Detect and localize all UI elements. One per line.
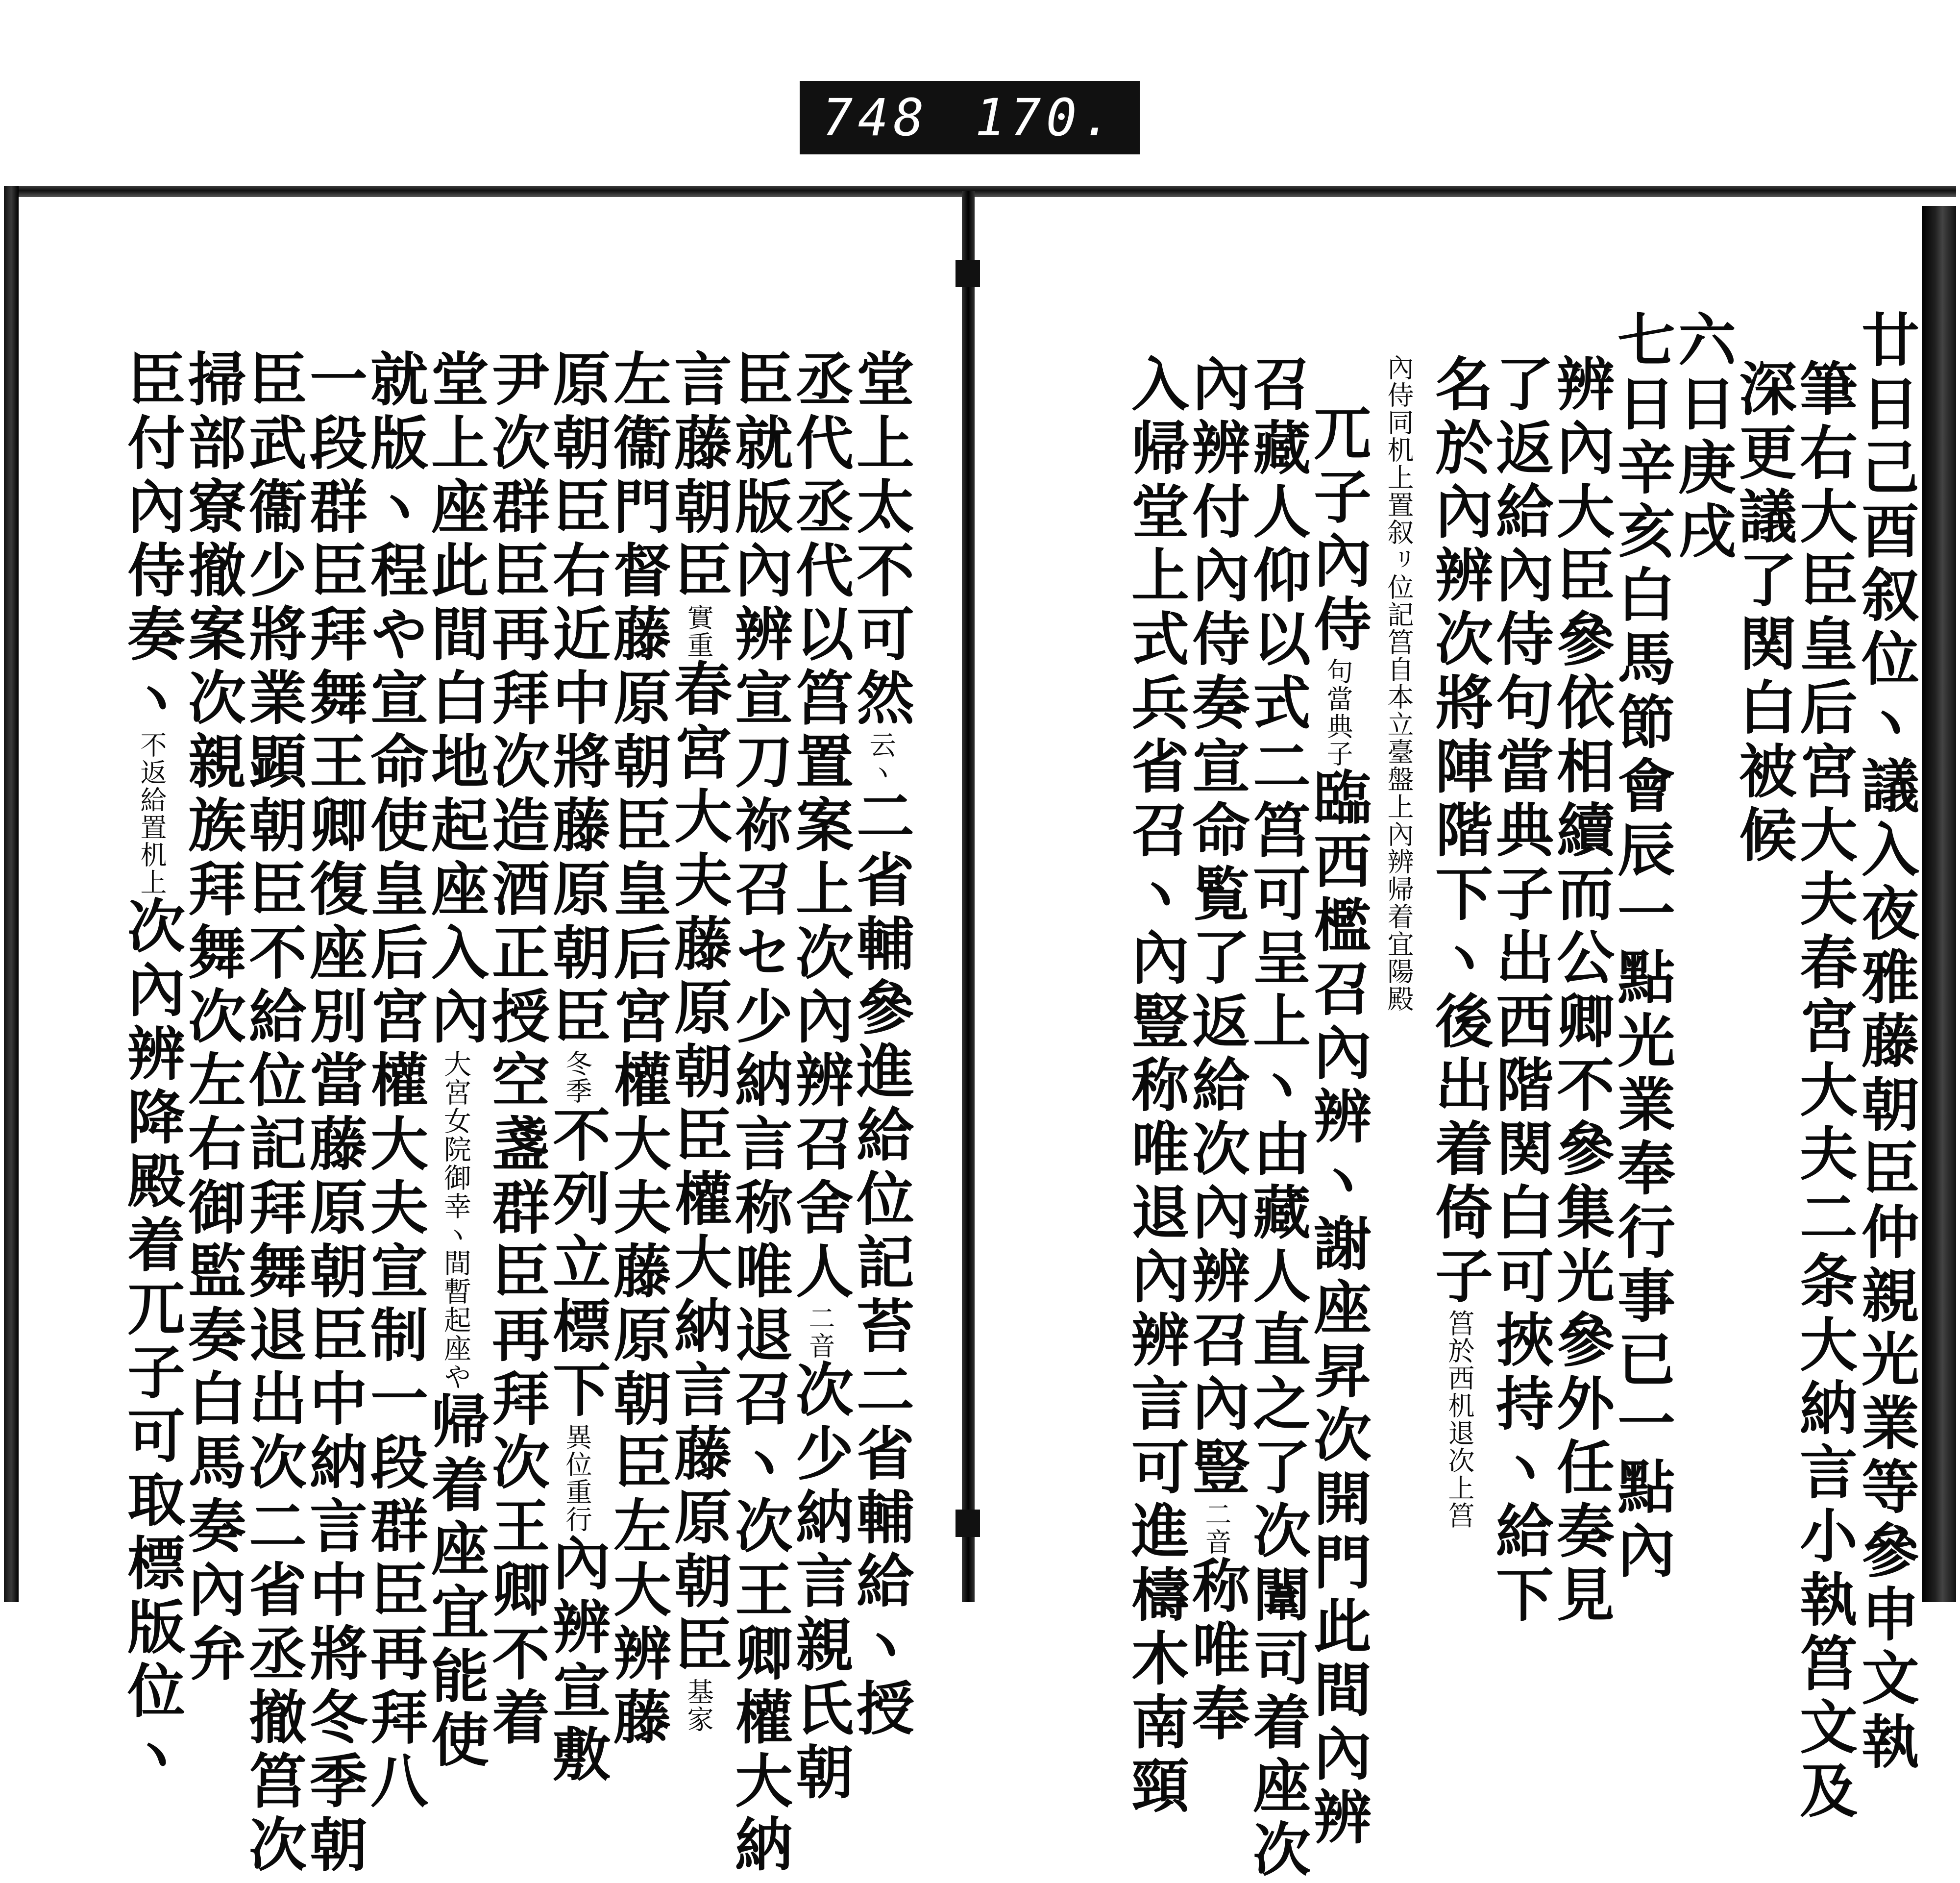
column-text: 丞代丞代以筥置案上次內辨召舍人 <box>786 349 854 1305</box>
right-col-13 <box>1122 354 1190 1819</box>
column-text: 原朝臣右近中將藤原朝臣 <box>543 349 611 1050</box>
left-col-9 <box>361 349 429 1814</box>
left-col-13 <box>118 349 186 1788</box>
column-text: 掃部寮撤案次親族拜舞次左右御監奏白馬奏內弁 <box>178 349 246 1687</box>
left-col-4-note2: 基家 <box>683 1678 714 1733</box>
left-col-10 <box>300 349 368 1878</box>
column-text: 臣武衞少將業顕朝臣不給位記拜舞退出次二省丞撤筥次 <box>239 349 307 1878</box>
left-col-1 <box>847 349 915 1742</box>
left-col-12 <box>178 349 246 1687</box>
left-col-13-note: 不返給置机上 <box>136 731 167 896</box>
left-col-6 <box>543 349 611 1788</box>
column-text: 次少納言親氏朝 <box>786 1360 854 1806</box>
left-col-2-note: 二音 <box>805 1305 835 1360</box>
column-text: 臨西檻召內辨ヽ謝座昇次開門此間內辨 <box>1304 768 1372 1851</box>
left-col-6-note2: 異位重行 <box>562 1423 592 1533</box>
column-text: 兀子內侍 <box>1304 403 1372 658</box>
right-col-10-note: 句當典子 <box>1323 658 1353 768</box>
left-col-8 <box>421 349 490 1773</box>
open-book <box>4 186 1956 1883</box>
book-gutter <box>962 191 975 1602</box>
column-text: 辨內大臣參依相續而公卿不參集光參外任奏見 <box>1547 354 1615 1628</box>
left-col-7 <box>482 349 550 1751</box>
column-text: 帰着座宜能使 <box>421 1391 490 1773</box>
column-text: 內侍同机上置叙ㇼ位記筥自本立臺盤上內辨帰着宜陽殿 <box>1383 354 1414 1013</box>
plate-right-number: 170. <box>975 88 1117 148</box>
right-page <box>975 197 1922 1883</box>
right-col-6 <box>1547 354 1615 1628</box>
left-col-11 <box>239 349 307 1878</box>
right-col-12 <box>1182 354 1250 1747</box>
column-text: 了返給內侍句當典子出西階関白可挾持ヽ給下 <box>1486 354 1554 1628</box>
right-col-9 <box>1370 354 1427 1013</box>
right-col-5 <box>1608 310 1676 1584</box>
column-text: 入帰堂上式兵省召ヽ內豎称唯退內辨言可進檮木南頸 <box>1122 354 1190 1819</box>
plate-left-number: 748 <box>822 88 929 148</box>
column-text: 六日庚戌 <box>1668 310 1737 565</box>
column-text: 堂上太不可然 <box>847 349 915 731</box>
book-left-edge <box>4 186 19 1602</box>
right-col-4 <box>1668 310 1737 565</box>
right-col-2 <box>1790 359 1858 1824</box>
column-text: 春宮大夫藤原朝臣權大納言藤原朝臣 <box>664 659 733 1678</box>
column-text: 臣就版內辨宣刀祢召セ少納言称唯退召ヽ次王卿權大納 <box>725 349 793 1878</box>
column-text: 就版ヽ程や宣命使皇后宮權大夫宣制一段群臣再拜八 <box>361 349 429 1814</box>
left-col-8-note: 大宮女院御幸ヽ間暫起座や <box>440 1050 471 1391</box>
right-col-10 <box>1304 403 1372 1851</box>
right-col-3 <box>1729 359 1797 868</box>
right-col-12-note: 二音 <box>1201 1501 1232 1556</box>
column-text: 称唯奉 <box>1182 1556 1250 1747</box>
column-text: 廿日己酉叙位ヽ議入夜雅藤朝臣仲親光業等參申文執 <box>1852 310 1920 1775</box>
column-text: 七日辛亥白馬節會辰一點光業奉行事已一點內 <box>1608 310 1676 1584</box>
column-text: 左衞門督藤原朝臣皇后宮權大夫藤原朝臣左大辨藤 <box>604 349 672 1751</box>
column-text: 內辨付內侍奏宣命覧了返給次內辨召內豎 <box>1182 354 1250 1501</box>
left-page <box>19 197 962 1878</box>
left-col-2 <box>786 349 854 1806</box>
column-text: 堂上座此間白地起座入內 <box>421 349 490 1050</box>
column-text: 言藤朝臣 <box>664 349 733 604</box>
column-text: 二省輔參進給位記苔二省輔給ヽ授 <box>847 786 915 1742</box>
column-text: 名於內辨次將陣階下ヽ後出着倚子 <box>1425 354 1494 1310</box>
column-text: 一段群臣拜舞王卿復座別當藤原朝臣中納言中將冬季朝 <box>300 349 368 1878</box>
column-text: 尹次群臣再拜次造酒正授空盞群臣再拜次王卿不着 <box>482 349 550 1751</box>
page-number-plate <box>800 81 1140 154</box>
right-col-8 <box>1425 354 1494 1529</box>
left-col-6-note: 冬季 <box>562 1050 592 1105</box>
book-right-edge <box>1922 206 1956 1602</box>
column-text: 深更議了関白被候 <box>1729 359 1797 868</box>
left-col-5 <box>604 349 672 1751</box>
column-text: 臣付內侍奏ヽ <box>118 349 186 731</box>
right-col-7 <box>1486 354 1554 1628</box>
column-text: 內辨宣敷 <box>543 1533 611 1788</box>
right-col-8-note: 筥於西机退次上筥 <box>1444 1310 1475 1529</box>
column-text: 不列立標下 <box>543 1105 611 1423</box>
right-col-1 <box>1852 310 1920 1775</box>
column-text: 召藏人仰以式二筥可呈上ヽ由藏人直之了次闈司着座次 <box>1243 354 1311 1883</box>
column-text: 次內辨降殿着兀子可取標版位ヽ <box>118 896 186 1788</box>
left-col-3 <box>725 349 793 1878</box>
column-text: 筆右大臣皇后宮大夫春宮大夫二条大納言小執筥文及 <box>1790 359 1858 1824</box>
right-col-11 <box>1243 354 1311 1883</box>
left-col-1-note: 云ヽ <box>865 731 896 786</box>
book-top-edge <box>4 186 1956 197</box>
left-col-4-note: 實重 <box>683 604 714 659</box>
left-col-4 <box>664 349 733 1733</box>
